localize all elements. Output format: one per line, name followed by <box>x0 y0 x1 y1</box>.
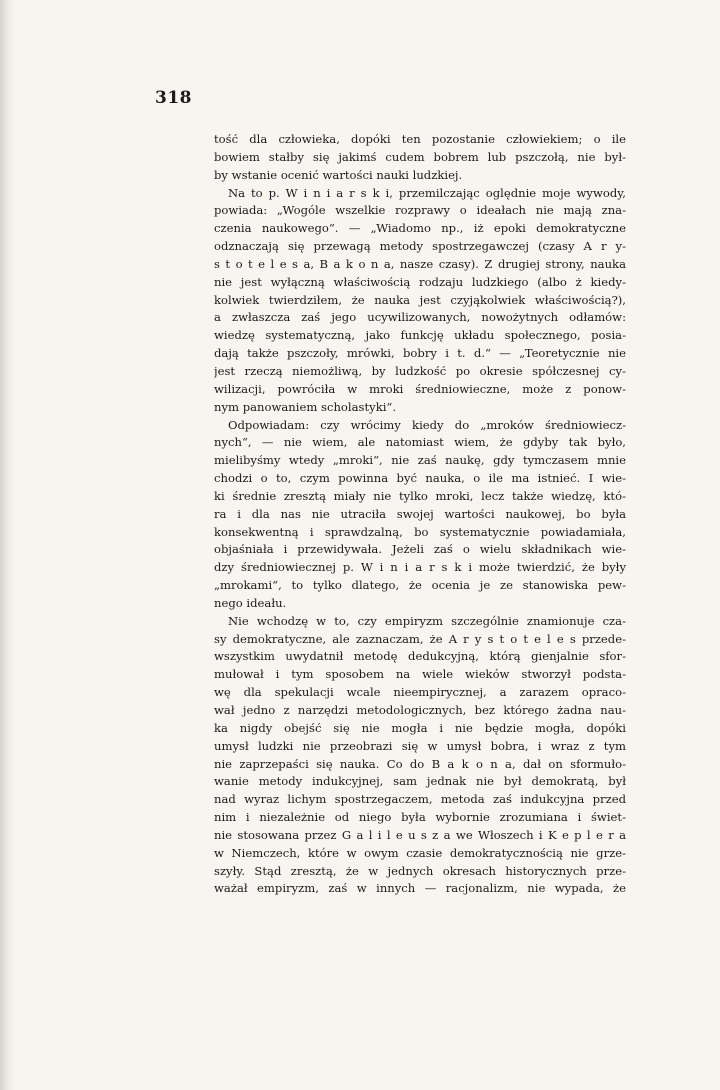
text-line: „mrokami“, to tylko dlatego, że ocenia je ze stanowiska pew- <box>214 578 626 593</box>
text-line: powiada: „Wogóle wszelkie rozprawy o ideałach nie mają zna- <box>214 203 626 218</box>
text-line: sy demokratyczne, ale zaznaczam, że A r y s t o t e l e s przede- <box>214 631 626 646</box>
text-line: w Niemczech, które w owym czasie demokratycznością nie grze- <box>214 845 626 860</box>
text-line: Nie wchodzę w to, czy empiryzm szczególnie znamionuje cza- <box>228 613 626 628</box>
text-line: ważał empiryzm, zaś w innych — racjonalizm, nie wypada, że <box>214 881 626 896</box>
text-line: nie zaprzepaści się nauka. Co do B a k o n a, dał on sformuło- <box>214 756 626 771</box>
text-line: wiedzę systematyczną, jako funkcję układu społecznego, posia- <box>214 328 626 343</box>
text-line: ra i dla nas nie utraciła swojej wartości naukowej, bo była <box>214 506 626 521</box>
text-line: czenia naukowego“. — „Wiadomo np., iż epoki demokratyczne <box>214 221 626 236</box>
text-line: szyły. Stąd zresztą, że w jednych okresach historycznych prze- <box>214 863 626 878</box>
text-line: wilizacji, powróciła w mroki średniowieczne, może z ponow- <box>214 381 626 396</box>
text-line: wę dla spekulacji wcale nieempirycznej, a zarazem opraco- <box>214 685 626 700</box>
text-line: nim i niezależnie od niego była wybornie zrozumiana i świet- <box>214 810 626 825</box>
text-line: umysł ludzki nie przeobrazi się w umysł bobra, i wraz z tym <box>214 738 626 753</box>
text-line: dają także pszczoły, mrówki, bobry i t. d.“ — „Teoretycznie nie <box>214 346 626 361</box>
text-line: a zwłaszcza zaś jego ucywilizowanych, nowożytnych odłamów: <box>214 310 626 325</box>
text-line: tość dla człowieka, dopóki ten pozostanie człowiekiem; o ile <box>214 132 626 146</box>
text-line: Odpowiadam: czy wrócimy kiedy do „mroków średniowiecz- <box>228 417 626 432</box>
page-edge-shadow <box>0 0 14 1090</box>
text-line: mułował i tym sposobem na wiele wieków stworzył podsta- <box>214 667 626 682</box>
text-line: bowiem stałby się jakimś cudem bobrem lub pszczołą, nie był- <box>214 149 626 164</box>
text-line: wszystkim uwydatnił metodę dedukcyjną, którą gienjalnie sfor- <box>214 649 626 664</box>
text-line: konsekwentną i sprawdzalną, bo systematycznie powiadamiała, <box>214 524 626 539</box>
text-line: kolwiek twierdziłem, że nauka jest czyjąkolwiek właściwością?), <box>214 292 626 307</box>
text-line: nego ideału. <box>214 595 287 610</box>
text-line: jest rzeczą niemożliwą, by ludzkość po okresie spółczesnej cy- <box>214 363 626 378</box>
text-line: nie jest wyłączną właściwością rodzaju ludzkiego (albo ż kiedy- <box>214 274 626 289</box>
text-line: Na to p. W i n i a r s k i, przemilczając oględnie moje wywody, <box>228 185 626 200</box>
text-line: ki średnie zresztą miały nie tylko mroki, lecz także wiedzę, któ- <box>214 488 626 503</box>
text-line: chodzi o to, czym powinna być nauka, o ile ma istnieć. I wie- <box>214 471 626 486</box>
text-line: s t o t e l e s a, B a k o n a, nasze czasy). Z drugiej strony, nauka <box>214 256 626 271</box>
text-line: nad wyraz lichym spostrzegaczem, metoda zaś indukcyjna przed <box>214 792 626 807</box>
text-line: by wstanie ocenić wartości nauki ludzkiej. <box>214 167 463 182</box>
text-line: dzy średniowiecznej p. W i n i a r s k i może twierdzić, że były <box>214 560 626 575</box>
text-line: odznaczają się przewagą metody spostrzegawczej (czasy A r y- <box>214 239 626 254</box>
text-line: objaśniała i przewidywała. Jeżeli zaś o wielu składnikach wie- <box>214 542 626 557</box>
text-line: wanie metody indukcyjnej, sam jednak nie był demokratą, był <box>214 774 626 789</box>
text-line: nie stosowana przez G a l i l e u s z a we Włoszech i K e p l e r a <box>214 827 626 842</box>
text-line: ka nigdy obejść się nie mogła i nie będzie mogła, dopóki <box>214 720 626 735</box>
text-line: nym panowaniem scholastyki“. <box>214 399 397 414</box>
text-line: mielibyśmy wtedy „mroki“, nie zaś naukę, gdy tymczasem mnie <box>214 453 626 468</box>
page-number: 318 <box>155 88 192 108</box>
text-line: nych“, — nie wiem, ale natomiast wiem, że gdyby tak było, <box>214 435 626 450</box>
body-text <box>214 131 626 898</box>
text-line: wał jedno z narzędzi metodologicznych, bez którego żadna nau- <box>214 703 626 717</box>
